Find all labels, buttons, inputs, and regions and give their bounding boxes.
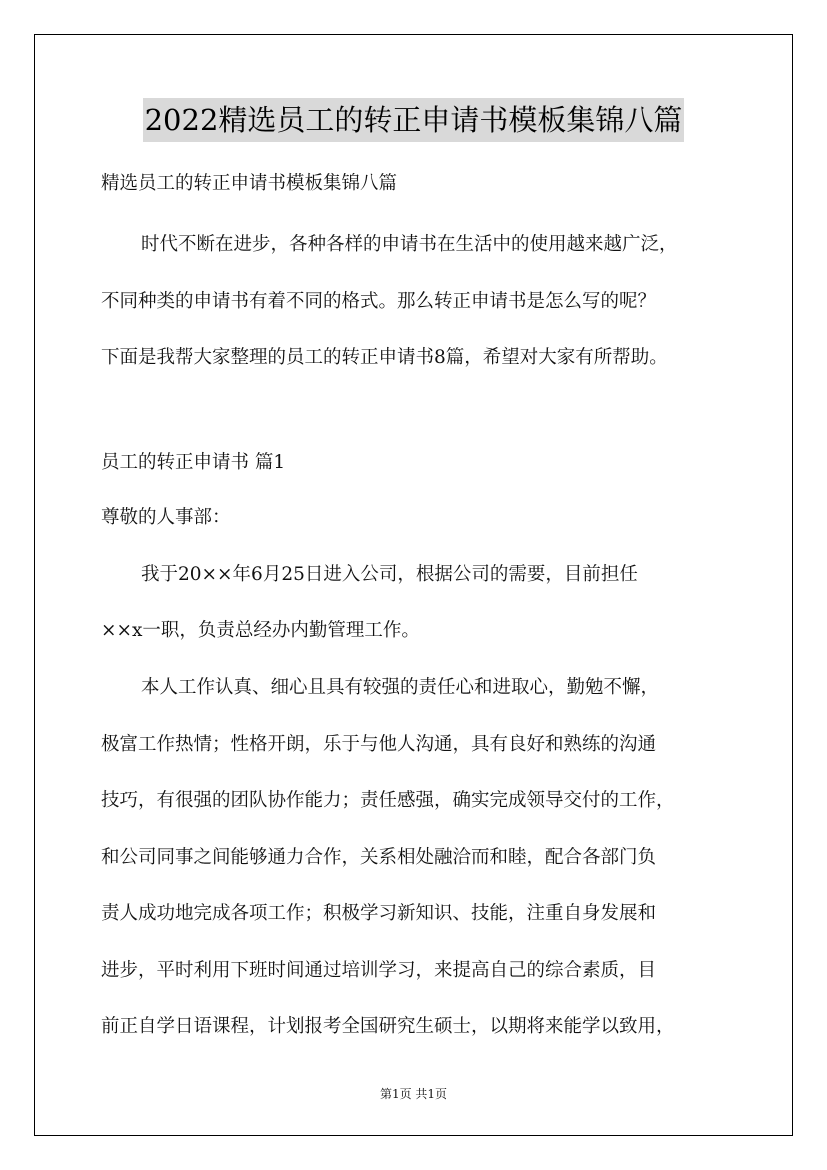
paragraph-line: 前正自学日语课程，计划报考全国研究生硕士，以期将来能学以致用， — [101, 1016, 675, 1037]
intro-line: 不同种类的申请书有着不同的格式。那么转正申请书是怎么写的呢？ — [101, 291, 657, 312]
title-container — [0, 98, 827, 142]
paragraph-line: 进步，平时利用下班时间通过培训学习，来提高自己的综合素质，目 — [101, 960, 657, 981]
paragraph-line: 极富工作热情；性格开朗，乐于与他人沟通，具有良好和熟练的沟通 — [101, 734, 657, 755]
document-title: 2022精选员工的转正申请书模板集锦八篇 — [143, 98, 685, 142]
intro-line: 时代不断在进步，各种各样的申请书在生活中的使用越来越广泛， — [141, 234, 678, 255]
section-heading: 员工的转正申请书 篇1 — [101, 452, 286, 473]
paragraph-line: 责人成功地完成各项工作；积极学习新知识、技能，注重自身发展和 — [101, 903, 657, 924]
paragraph-line: 技巧，有很强的团队协作能力；责任感强，确实完成领导交付的工作， — [101, 790, 675, 811]
page-footer — [0, 1086, 827, 1102]
paragraph-line: 我于20××年6月25日进入公司，根据公司的需要，目前担任 — [141, 564, 638, 585]
intro-line: 下面是我帮大家整理的员工的转正申请书8篇，希望对大家有所帮助。 — [101, 347, 668, 368]
document-body — [101, 170, 741, 1041]
page-number: 第1页 共1页 — [379, 1087, 448, 1101]
document-subtitle: 精选员工的转正申请书模板集锦八篇 — [101, 173, 398, 194]
salutation: 尊敬的人事部： — [101, 507, 231, 528]
paragraph-line: 本人工作认真、细心且具有较强的责任心和进取心，勤勉不懈， — [141, 677, 660, 698]
paragraph-line: 和公司同事之间能够通力合作，关系相处融洽而和睦，配合各部门负 — [101, 847, 657, 868]
paragraph-line: ××x一职，负责总经办内勤管理工作。 — [101, 620, 420, 641]
